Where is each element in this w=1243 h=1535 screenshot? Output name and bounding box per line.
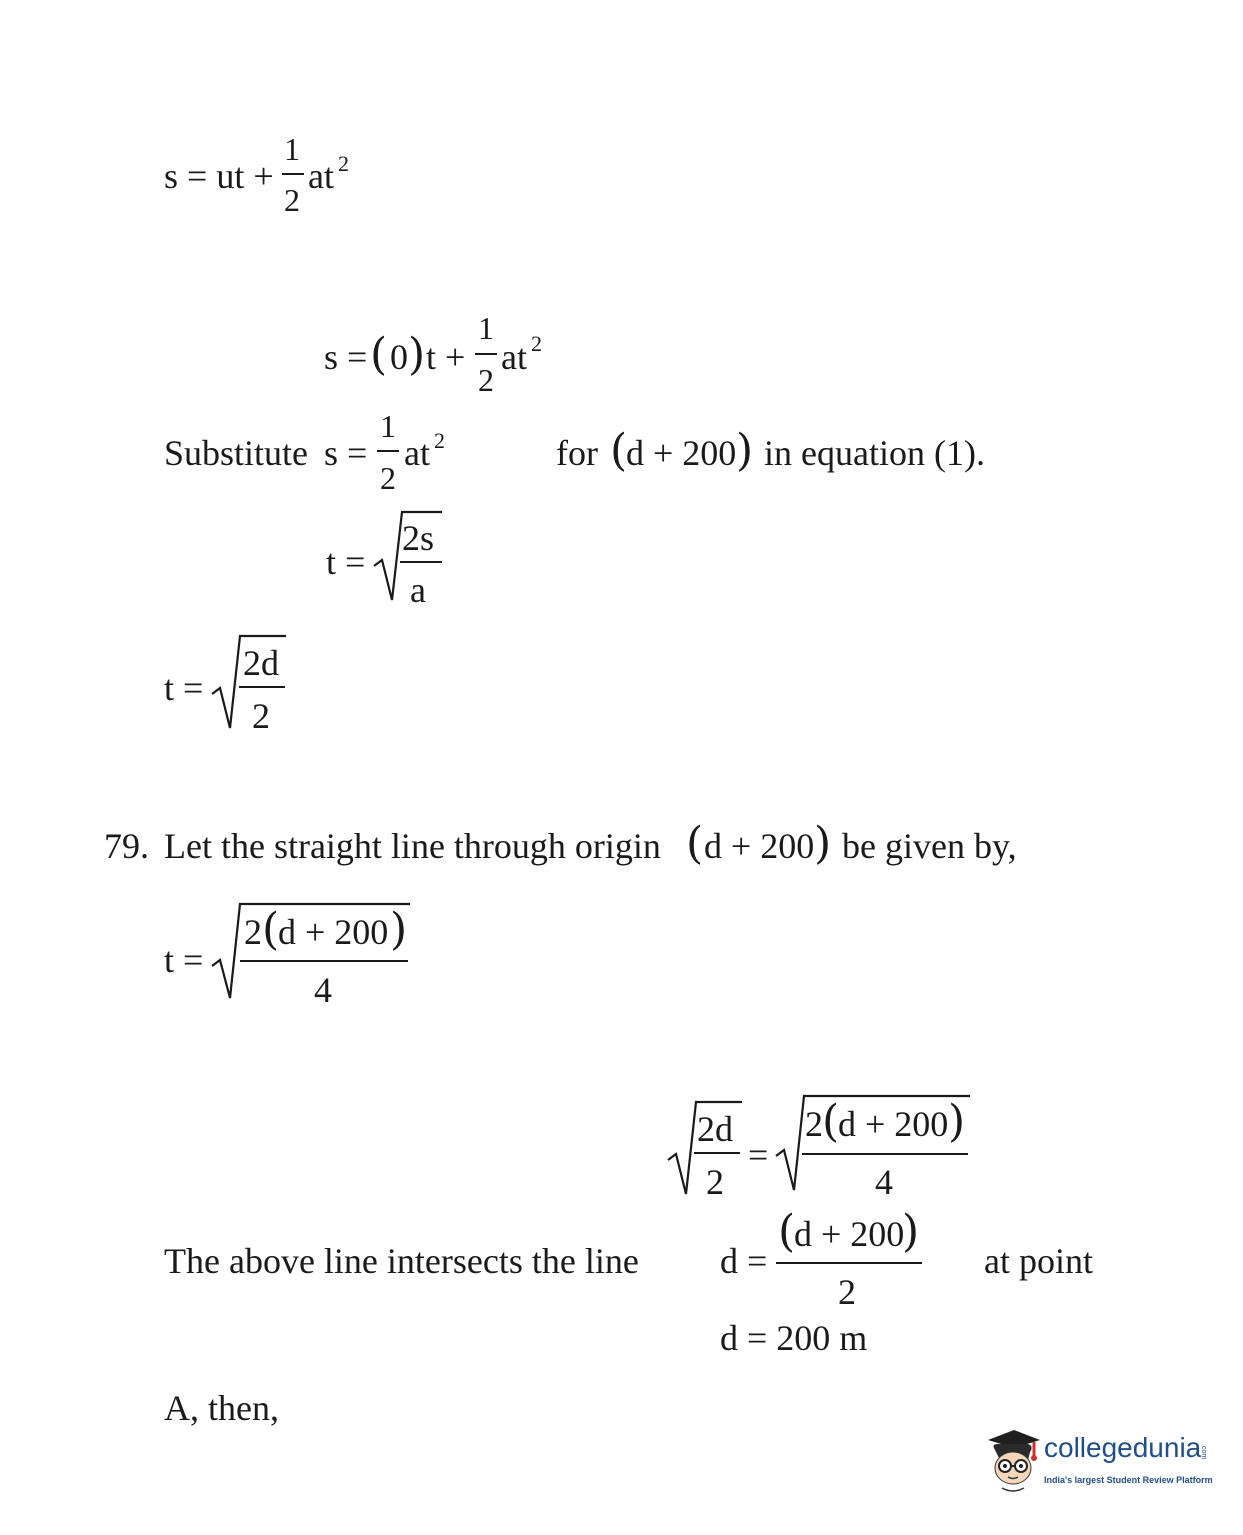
- eq2-numerator: 1: [478, 310, 494, 346]
- eq1-numerator: 1: [284, 131, 300, 167]
- eq-t2-fraction-bar: [239, 686, 285, 688]
- eq-equal-right-num-expr: d + 200: [838, 1104, 949, 1144]
- eq-t1-fraction-bar: [400, 561, 442, 563]
- substitute-denominator: 2: [380, 460, 396, 496]
- substitute-for: for: [556, 433, 598, 473]
- intersect-text: The above line intersects the line: [164, 1241, 639, 1281]
- eq-equal-right-close-paren: ): [948, 1096, 966, 1147]
- intersect-open-paren: (: [778, 1206, 796, 1257]
- substitute-expr: d + 200: [626, 433, 737, 473]
- mascot-icon: [984, 1430, 1042, 1496]
- eq-t1-denominator: a: [410, 570, 426, 610]
- q79-open-paren: (: [686, 818, 704, 869]
- intersect-den: 2: [838, 1272, 856, 1312]
- eq2-exponent: 2: [531, 331, 542, 356]
- eq-t3-fraction-bar: [240, 960, 408, 962]
- eq1-exponent: 2: [338, 151, 349, 176]
- eq-equal-right-den: 4: [875, 1162, 893, 1202]
- question-text: Let the straight line through origin: [164, 826, 661, 866]
- substitute-exponent: 2: [434, 428, 445, 453]
- eq-t3-close-paren: ): [390, 904, 408, 955]
- substitute-numerator: 1: [380, 408, 396, 444]
- intersect-num-expr: d + 200: [794, 1214, 905, 1254]
- eq-t3-lhs: t =: [164, 940, 204, 980]
- eq2-t-plus: t +: [426, 337, 466, 377]
- substitute-close-paren: ): [736, 425, 754, 476]
- eq2-fraction-bar: [475, 353, 497, 355]
- eq2-lhs: s =: [324, 337, 368, 377]
- eq-t2-numerator: 2d: [243, 643, 279, 683]
- eq-t2-denominator: 2: [252, 696, 270, 736]
- eq2-open-paren: (: [370, 329, 388, 380]
- eq1-denominator: 2: [284, 182, 300, 218]
- logo-suffix: .com: [1200, 1444, 1207, 1460]
- eq2-denominator: 2: [478, 362, 494, 398]
- intersect-fraction-bar: [776, 1262, 922, 1264]
- eq-equal-right-bar: [802, 1153, 968, 1155]
- eq2-tail: at: [501, 337, 527, 377]
- result-equation: d = 200 m: [720, 1318, 868, 1358]
- intersect-at-point: at point: [984, 1241, 1093, 1281]
- substitute-label: Substitute: [164, 433, 309, 473]
- substitute-lhs: s =: [324, 433, 368, 473]
- eq-equal-sign: =: [748, 1135, 769, 1175]
- q79-suffix: be given by,: [842, 826, 1017, 866]
- eq1-fraction-bar: [282, 173, 304, 175]
- eq-t2-lhs: t =: [164, 668, 204, 708]
- substitute-fraction-bar: [377, 450, 399, 452]
- eq-t3-num-expr: d + 200: [278, 912, 389, 952]
- logo-brand: collegedunia: [1044, 1432, 1202, 1463]
- eq-t1-lhs: t =: [326, 542, 366, 582]
- eq-equal-right-open-paren: (: [822, 1096, 840, 1147]
- eq2-close-paren: ): [408, 329, 426, 380]
- eq2-zero: 0: [390, 337, 408, 377]
- substitute-tail: at: [404, 433, 430, 473]
- closing-text: A, then,: [164, 1388, 279, 1428]
- collegedunia-logo: [984, 1430, 1224, 1496]
- eq1-lhs: s = ut +: [164, 156, 274, 196]
- eq-t3-num-lead: 2: [244, 912, 262, 952]
- eq1-tail: at: [308, 156, 334, 196]
- eq-equal-right-num-lead: 2: [805, 1104, 823, 1144]
- substitute-suffix: in equation (1).: [764, 433, 985, 473]
- eq-t1-numerator: 2s: [402, 518, 435, 558]
- intersect-close-paren: ): [902, 1206, 920, 1257]
- substitute-open-paren: (: [610, 425, 628, 476]
- eq-equal-left-bar: [694, 1152, 740, 1154]
- question-number: 79.: [104, 826, 149, 866]
- eq-t3-open-paren: (: [262, 904, 280, 955]
- intersect-d-lhs: d =: [720, 1241, 768, 1281]
- eq-equal-left-den: 2: [706, 1162, 724, 1202]
- eq-t3-denominator: 4: [314, 970, 332, 1010]
- q79-close-paren: ): [814, 818, 832, 869]
- eq-equal-left-num: 2d: [697, 1109, 733, 1149]
- logo-tagline: India's largest Student Review Platform: [1044, 1475, 1213, 1485]
- q79-expr: d + 200: [704, 826, 815, 866]
